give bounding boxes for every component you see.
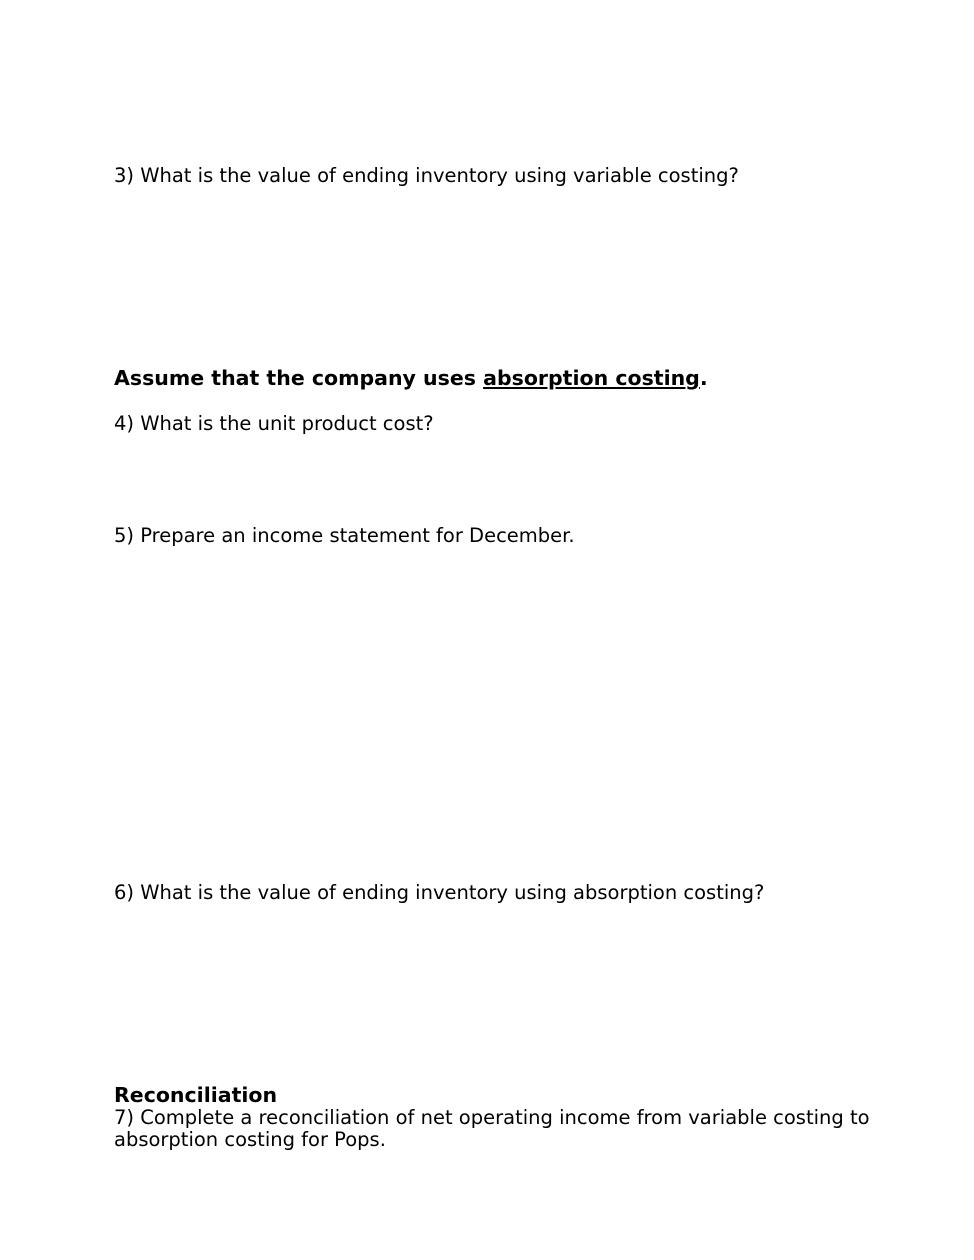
heading-emphasis: absorption costing xyxy=(483,366,700,390)
question-3: 3) What is the value of ending inventory using variable costing? xyxy=(114,164,739,187)
question-5: 5) Prepare an income statement for December. xyxy=(114,524,575,547)
heading-prefix: Assume that the company uses xyxy=(114,366,484,390)
absorption-costing-heading xyxy=(114,368,708,389)
heading-suffix: . xyxy=(699,366,708,390)
question-6: 6) What is the value of ending inventory using absorption costing? xyxy=(114,881,765,904)
question-4: 4) What is the unit product cost? xyxy=(114,412,434,435)
question-7: 7) Complete a reconciliation of net operating income from variable costing to absorption costing for Pops. xyxy=(114,1106,870,1151)
reconciliation-heading: Reconciliation xyxy=(114,1083,278,1107)
